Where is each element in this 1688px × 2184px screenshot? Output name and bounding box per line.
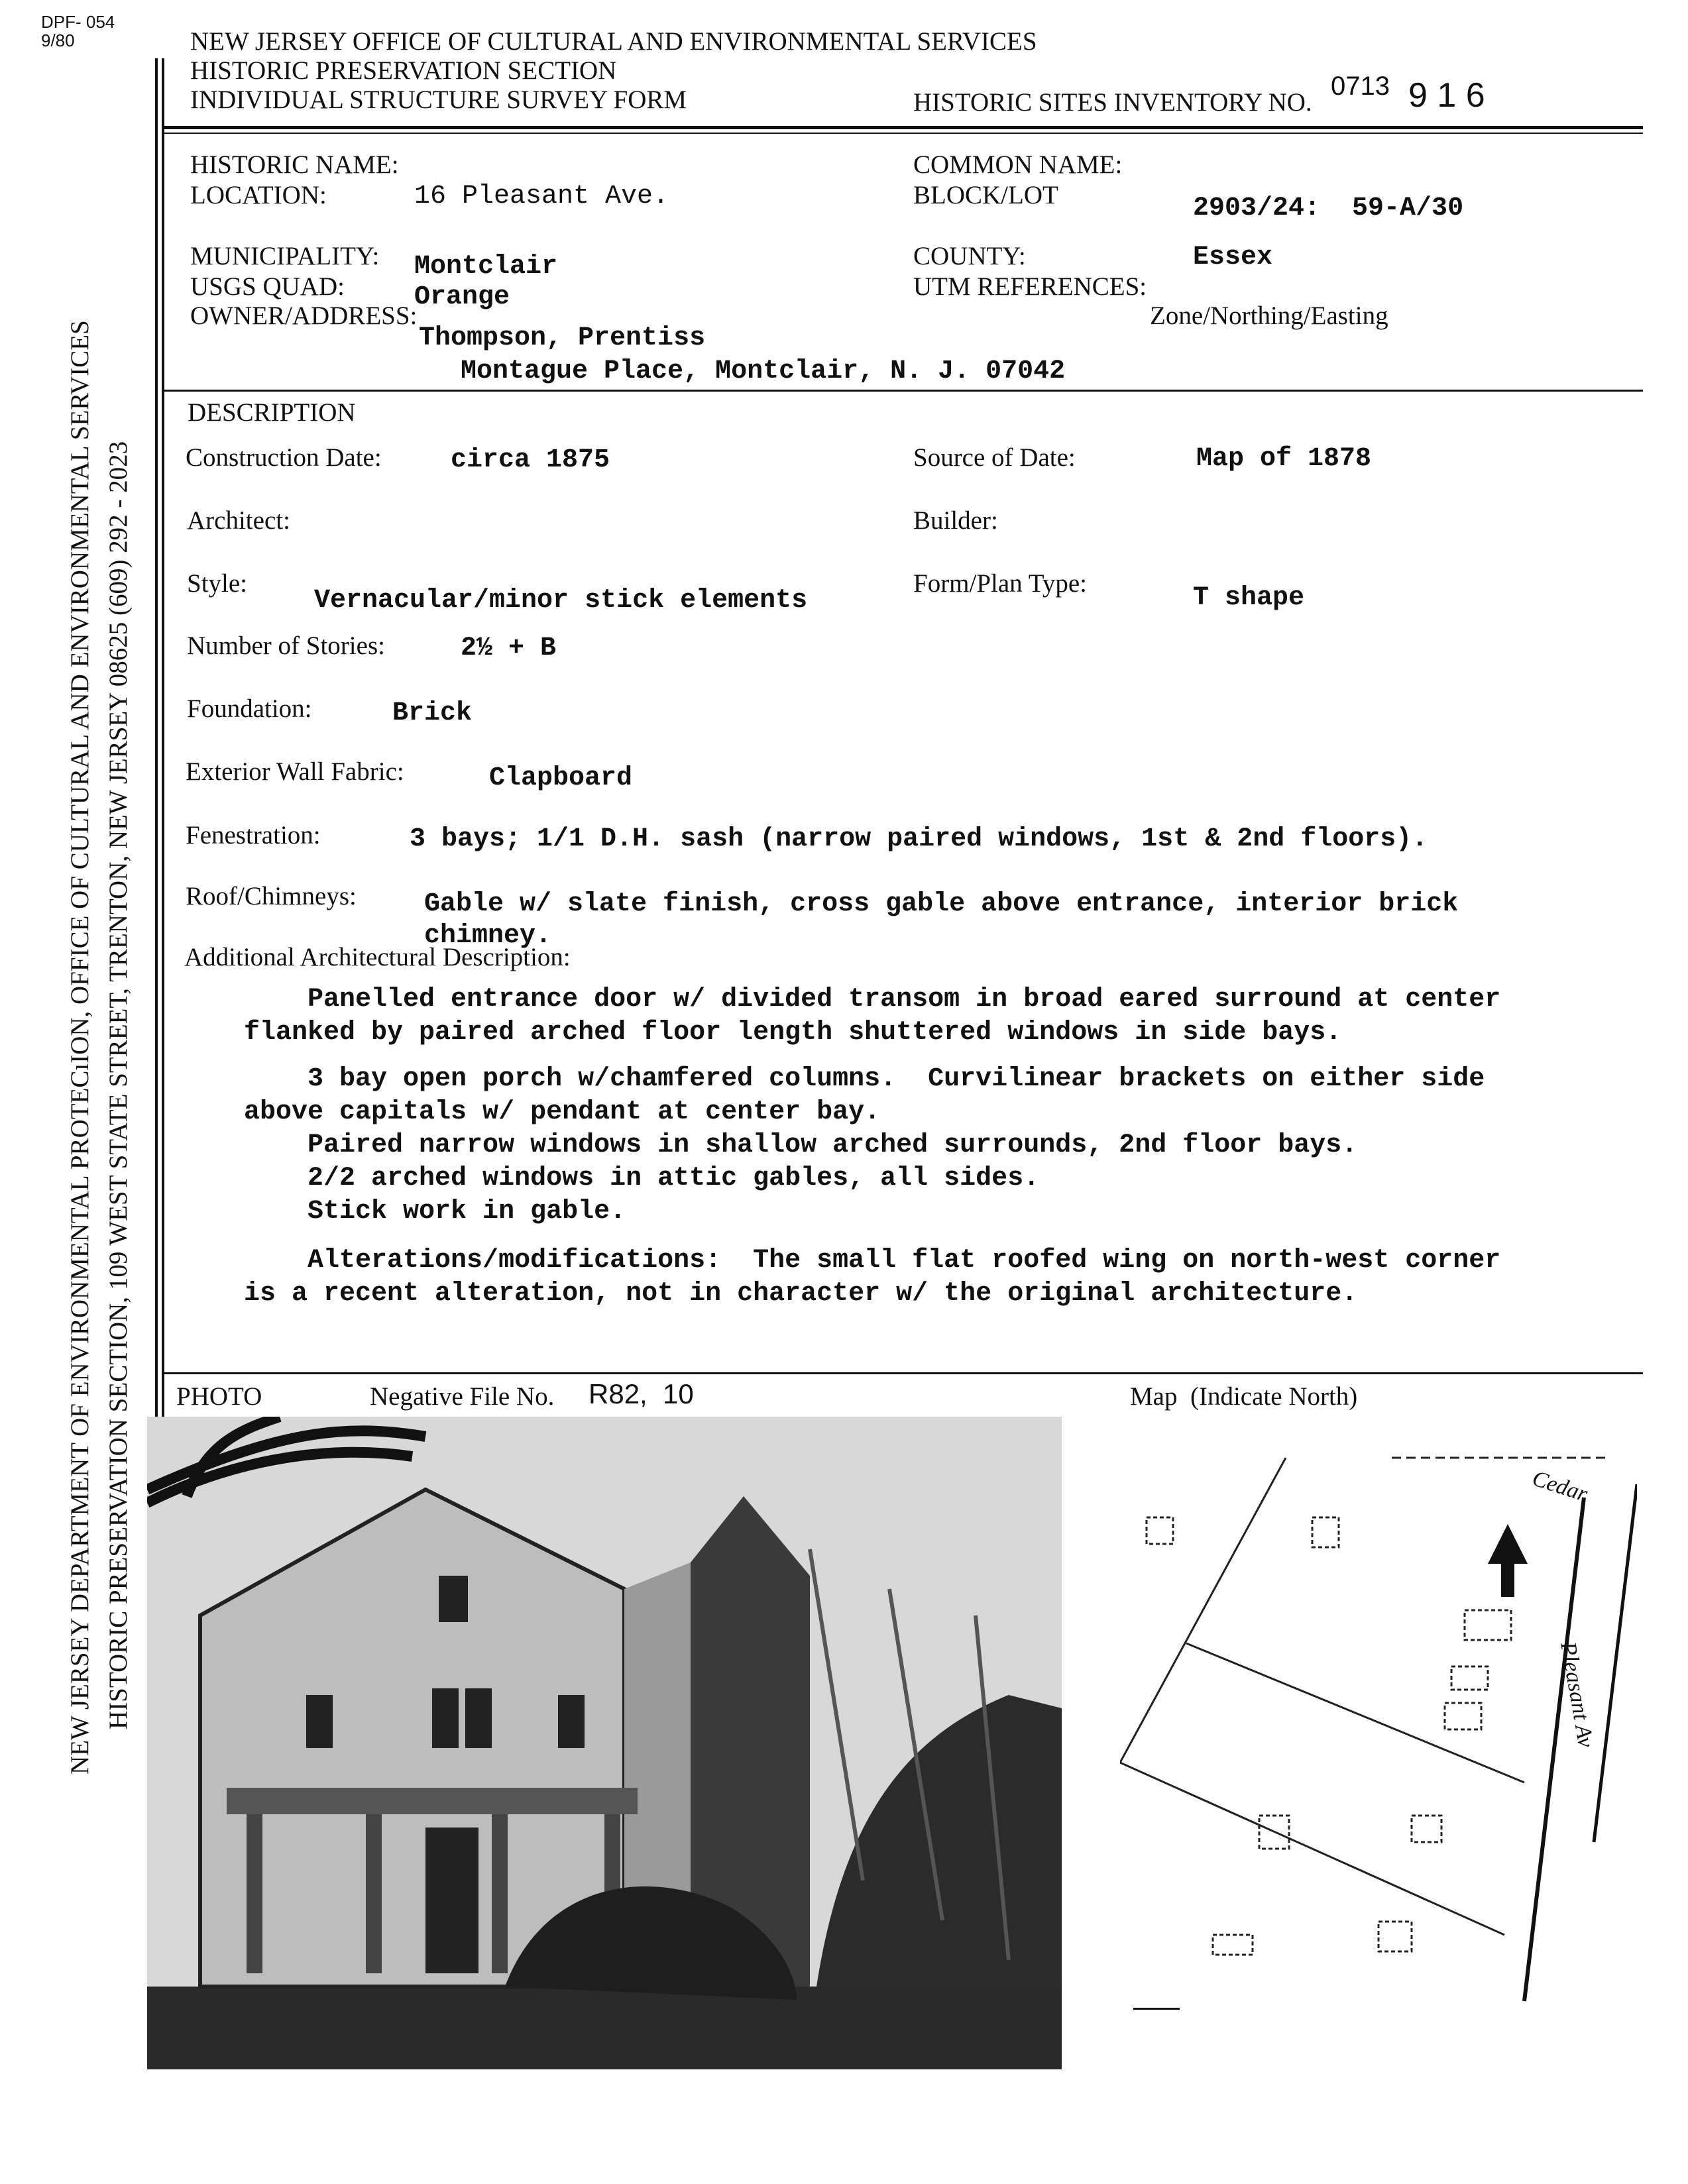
roof-chimneys-label: Roof/Chimneys: [186, 882, 357, 910]
municipality-value: Montclair [414, 252, 558, 282]
wall-fabric-value: Clapboard [489, 763, 633, 793]
block-lot-value: 2903/24: 59-A/30 [1193, 193, 1464, 223]
inventory-number: 9 1 6 [1408, 76, 1485, 115]
usgs-quad-value: Orange [414, 282, 510, 312]
map-label: Map (Indicate North) [1130, 1382, 1358, 1411]
header-divider [162, 126, 1643, 129]
source-of-date-label: Source of Date: [913, 443, 1076, 472]
agency-title: NEW JERSEY OFFICE OF CULTURAL AND ENVIRONMENTAL SERVICES [190, 27, 1037, 56]
negative-file-label: Negative File No. [370, 1382, 555, 1411]
builder-label: Builder: [913, 506, 998, 535]
owner-label: OWNER/ADDRESS: [190, 301, 418, 330]
left-border-inner [162, 58, 164, 1509]
historic-name-label: HISTORIC NAME: [190, 150, 399, 179]
additional-description-label: Additional Architectural Description: [184, 943, 571, 971]
map-street-pleasant: Pleasant Av [1555, 1639, 1599, 1749]
description-paragraph-entrance: Panelled entrance door w/ divided transom in broad eared surround at center flanked by paired arched floor length shuttered windows in side bays. [244, 985, 1501, 1048]
usgs-quad-label: USGS QUAD: [190, 272, 345, 301]
foundation-value: Brick [392, 698, 473, 728]
county-value: Essex [1193, 243, 1273, 272]
form-date: 9/80 [41, 30, 75, 50]
form-plan-label: Form/Plan Type: [913, 569, 1087, 598]
map-street-cedar: Cedar [1529, 1466, 1591, 1507]
photo-label: PHOTO [176, 1382, 262, 1411]
location-value: 16 Pleasant Ave. [414, 182, 669, 211]
architect-label: Architect: [187, 506, 290, 535]
foundation-label: Foundation: [187, 694, 312, 723]
utm-value: Zone/Northing/Easting [1150, 301, 1388, 330]
form-code: DPF- 054 [41, 12, 115, 32]
construction-date-label: Construction Date: [186, 443, 382, 472]
form-title: INDIVIDUAL STRUCTURE SURVEY FORM [190, 85, 687, 114]
sidebar-address: HISTORIC PRESERVATION SECTION, 109 WEST STATE STREET, TRENTON, NEW JERSEY 08625 (609) 292 - 2023 [104, 441, 133, 1729]
construction-date-value: circa 1875 [451, 445, 610, 475]
fenestration-value: 3 bays; 1/1 D.H. sash (narrow paired windows, 1st & 2nd floors). [410, 824, 1428, 854]
north-arrow-icon [1488, 1524, 1528, 1597]
municipality-label: MUNICIPALITY: [190, 242, 380, 270]
stories-label: Number of Stories: [187, 631, 385, 660]
identification-divider [162, 390, 1643, 392]
inventory-prefix: 0713 [1331, 72, 1390, 101]
negative-file-value: R82, 10 [589, 1378, 694, 1409]
utm-label: UTM REFERENCES: [913, 272, 1147, 301]
description-paragraph-porch: 3 bay open porch w/chamfered columns. Curvilinear brackets on either side above capitals w/ pendant at center bay. Paired narrow windows in shallow arched surrounds, 2nd floor bays. 2/2 arched windows in attic gables, all sides. Stick work in gable. [244, 1064, 1485, 1227]
source-of-date-value: Map of 1878 [1196, 444, 1372, 474]
owner-name: Thompson, Prentiss [419, 323, 706, 353]
house-photograph [147, 1417, 1062, 2069]
location-label: LOCATION: [190, 181, 327, 209]
county-label: COUNTY: [913, 242, 1026, 270]
style-value: Vernacular/minor stick elements [314, 586, 808, 616]
roof-chimneys-value-cont: chimney. [424, 921, 552, 951]
inventory-label: HISTORIC SITES INVENTORY NO. [913, 88, 1312, 117]
photo-divider [162, 1372, 1643, 1374]
left-border-outer [155, 58, 158, 1509]
section-title: HISTORIC PRESERVATION SECTION [190, 56, 617, 85]
header-divider-thin [162, 133, 1643, 134]
wall-fabric-label: Exterior Wall Fabric: [186, 757, 404, 786]
roof-chimneys-value: Gable w/ slate finish, cross gable above entrance, interior brick [424, 889, 1459, 919]
form-plan-value: T shape [1193, 583, 1305, 613]
fenestration-label: Fenestration: [186, 821, 321, 849]
stories-value: 2½ + B [461, 633, 557, 663]
common-name-label: COMMON NAME: [913, 150, 1123, 179]
owner-address: Montague Place, Montclair, N. J. 07042 [461, 356, 1066, 386]
description-heading: DESCRIPTION [188, 398, 356, 427]
site-map-sketch [1120, 1445, 1637, 2028]
sidebar-department: NEW JERSEY DEPARTMENT OF ENVIRONMENTAL PROTECıION, OFFICE OF CULTURAL AND ENVIRONMENTAL SERVICES [66, 320, 94, 1774]
block-lot-label: BLOCK/LOT [913, 181, 1058, 209]
style-label: Style: [187, 569, 248, 598]
description-paragraph-alterations: Alterations/modifications: The small flat roofed wing on north-west corner is a recent alteration, not in character w/ the original architecture. [244, 1246, 1501, 1309]
map-scale-mark [1133, 2008, 1180, 2010]
